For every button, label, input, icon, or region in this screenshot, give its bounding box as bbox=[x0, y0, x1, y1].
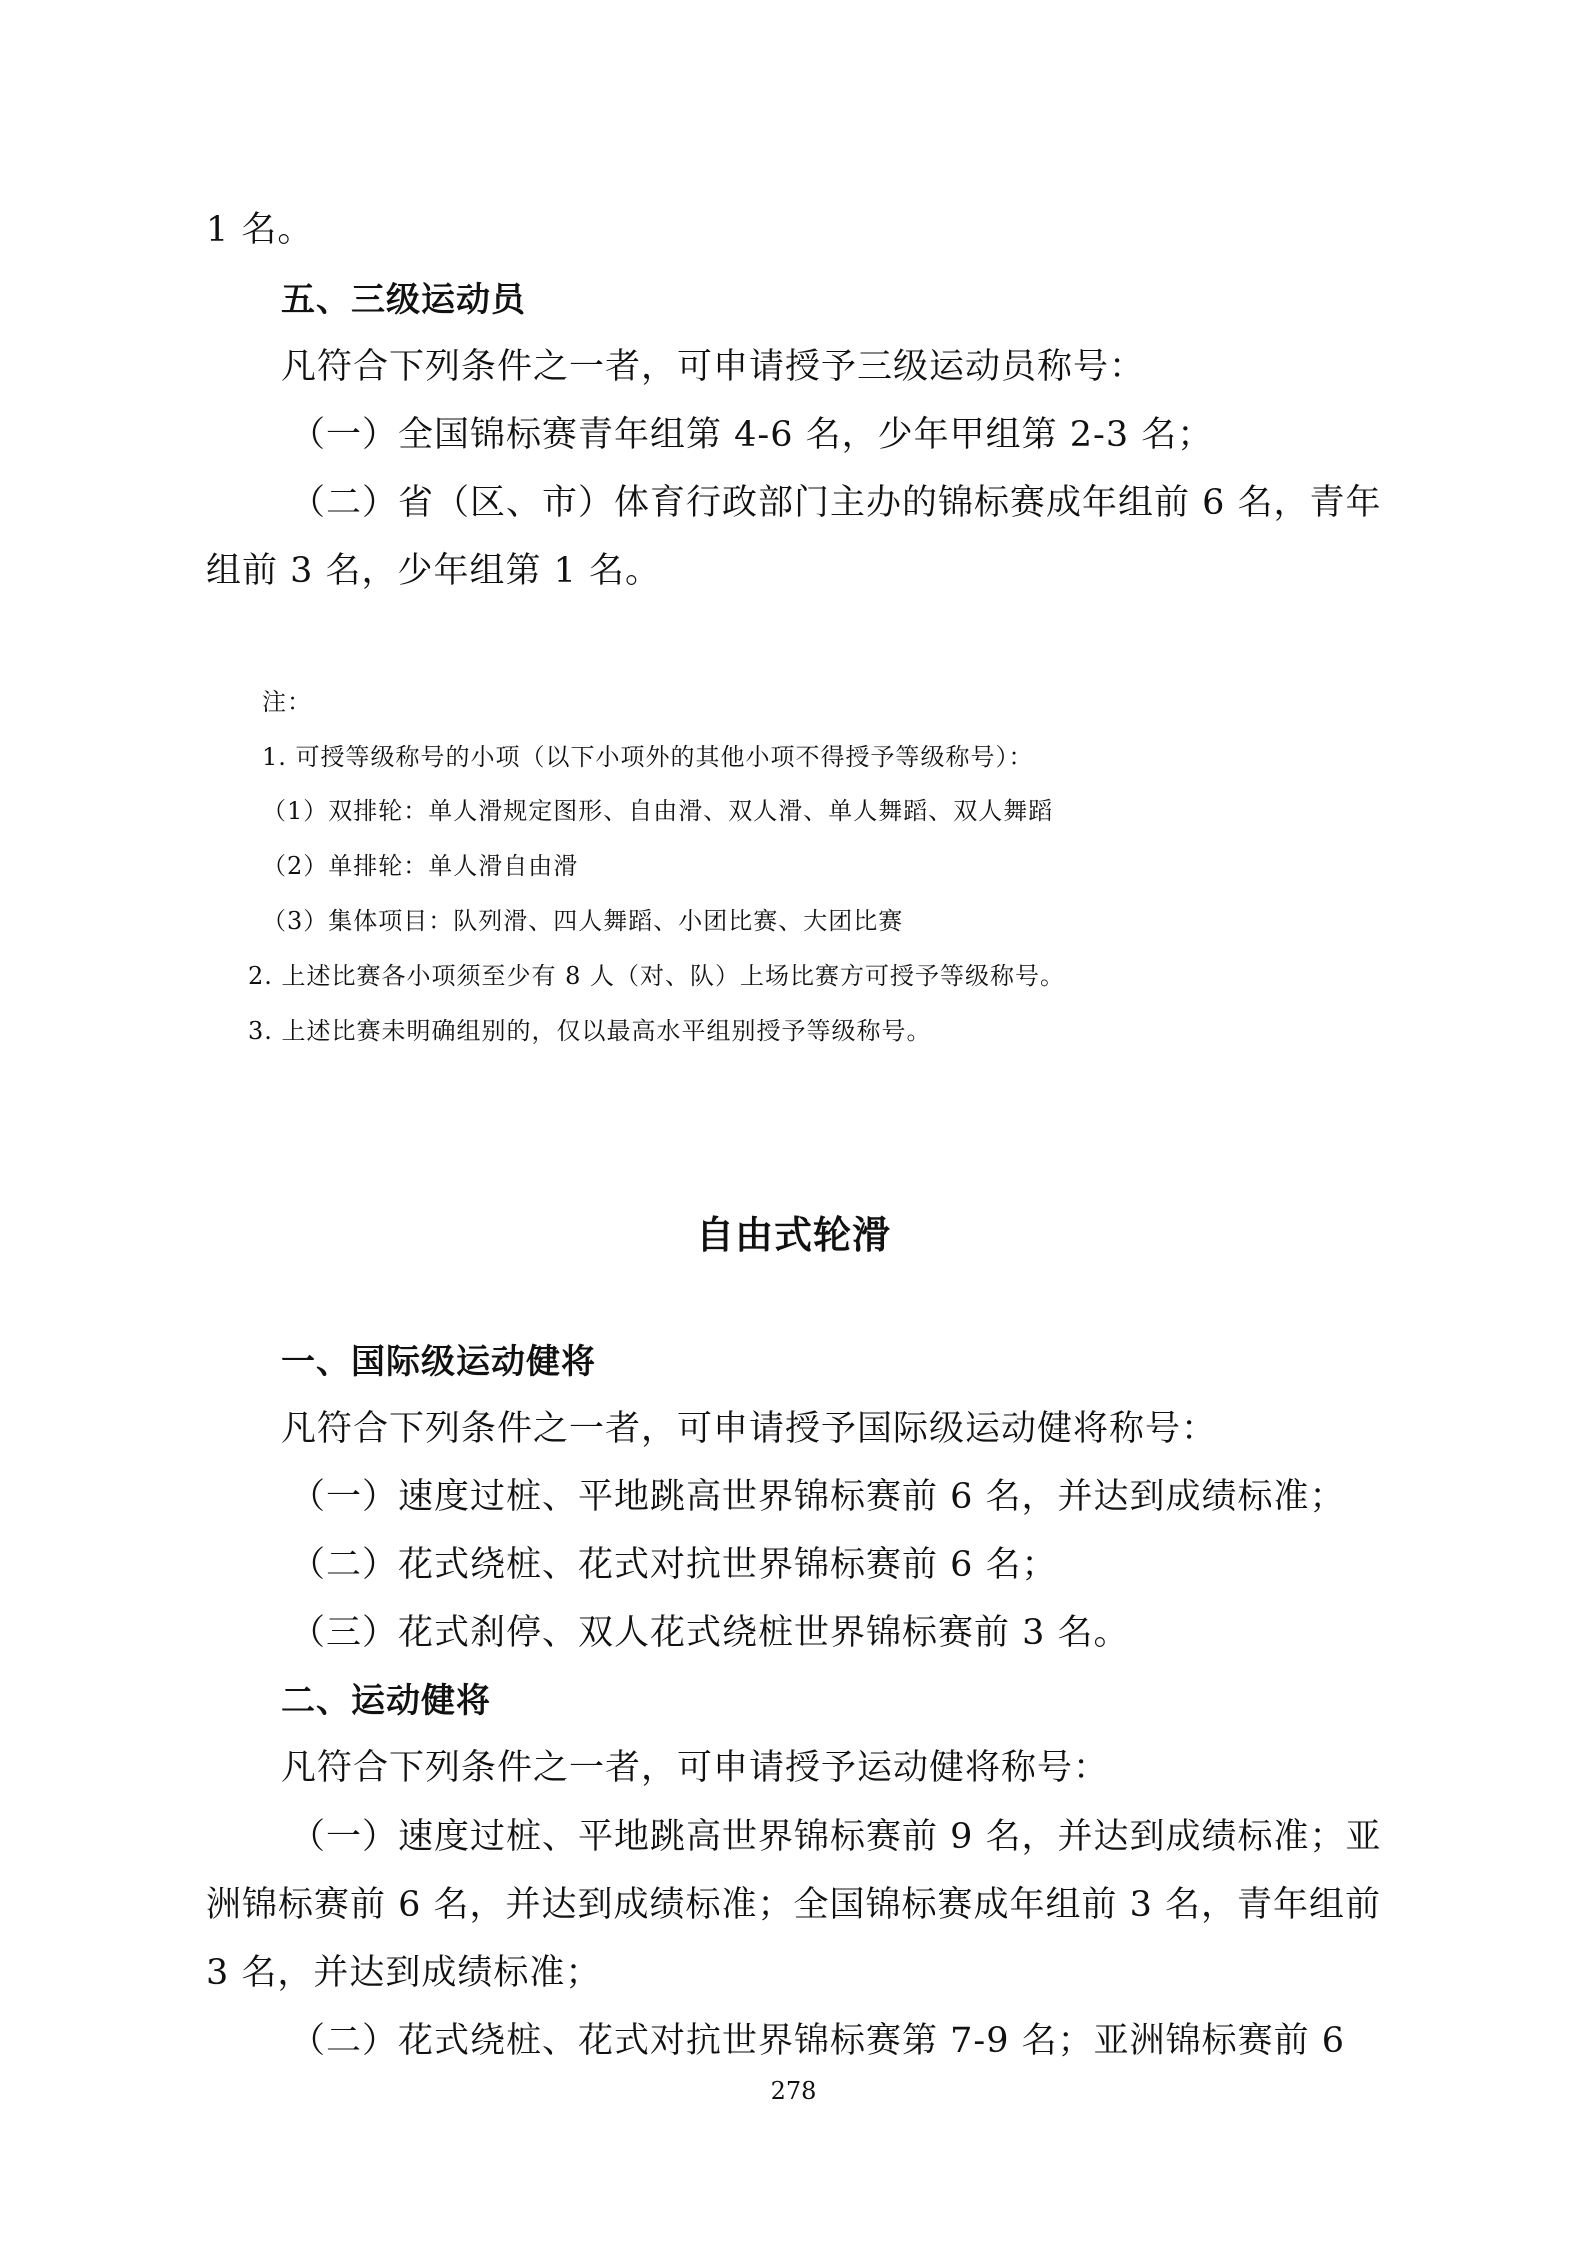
heading-third-grade-athlete: 五、三级运动员 bbox=[281, 280, 526, 320]
section2-intro: 凡符合下列条件之一者，可申请授予运动健将称号： bbox=[281, 1748, 1110, 1788]
section1-item-2: （二）花式绕桩、花式对抗世界锦标赛前 6 名； bbox=[290, 1545, 1058, 1585]
page-number: 278 bbox=[770, 2077, 817, 2105]
note-1-a: （1）双排轮：单人滑规定图形、自由滑、双人滑、单人舞蹈、双人舞蹈 bbox=[262, 797, 1054, 825]
paragraph-item-1: （一）全国锦标赛青年组第 4-6 名，少年甲组第 2-3 名； bbox=[290, 415, 1214, 455]
section2-item-1-line-2: 洲锦标赛前 6 名，并达到成绩标准；全国锦标赛成年组前 3 名，青年组前 bbox=[206, 1885, 1382, 1925]
paragraph-intro: 凡符合下列条件之一者，可申请授予三级运动员称号： bbox=[281, 347, 1146, 387]
heading-master: 二、运动健将 bbox=[281, 1681, 491, 1721]
heading-international-master: 一、国际级运动健将 bbox=[281, 1342, 596, 1382]
paragraph-item-2-line-2: 组前 3 名，少年组第 1 名。 bbox=[206, 551, 662, 591]
note-label: 注： bbox=[262, 688, 312, 716]
paragraph-item-2-line-1: （二）省（区、市）体育行政部门主办的锦标赛成年组前 6 名，青年 bbox=[290, 483, 1382, 523]
section-title: 自由式轮滑 bbox=[695, 1212, 891, 1257]
note-1-b: （2）单排轮：单人滑自由滑 bbox=[262, 852, 579, 880]
section2-item-2-line-1: （二）花式绕桩、花式对抗世界锦标赛第 7-9 名；亚洲锦标赛前 6 bbox=[290, 2021, 1346, 2061]
section1-intro: 凡符合下列条件之一者，可申请授予国际级运动健将称号： bbox=[281, 1409, 1218, 1449]
section2-item-1-line-1: （一）速度过桩、平地跳高世界锦标赛前 9 名，并达到成绩标准；亚 bbox=[290, 1817, 1382, 1857]
note-3: 3. 上述比赛未明确组别的，仅以最高水平组别授予等级称号。 bbox=[248, 1017, 932, 1045]
note-1: 1. 可授等级称号的小项（以下小项外的其他小项不得授予等级称号）： bbox=[262, 743, 1034, 771]
note-2: 2. 上述比赛各小项须至少有 8 人（对、队）上场比赛方可授予等级称号。 bbox=[248, 962, 1066, 990]
continued-line: 1 名。 bbox=[206, 210, 314, 250]
note-1-c: （3）集体项目：队列滑、四人舞蹈、小团比赛、大团比赛 bbox=[262, 907, 904, 935]
section2-item-1-line-3: 3 名，并达到成绩标准； bbox=[206, 1953, 602, 1993]
section1-item-3: （三）花式刹停、双人花式绕桩世界锦标赛前 3 名。 bbox=[290, 1613, 1130, 1653]
section1-item-1: （一）速度过桩、平地跳高世界锦标赛前 6 名，并达到成绩标准； bbox=[290, 1477, 1346, 1517]
